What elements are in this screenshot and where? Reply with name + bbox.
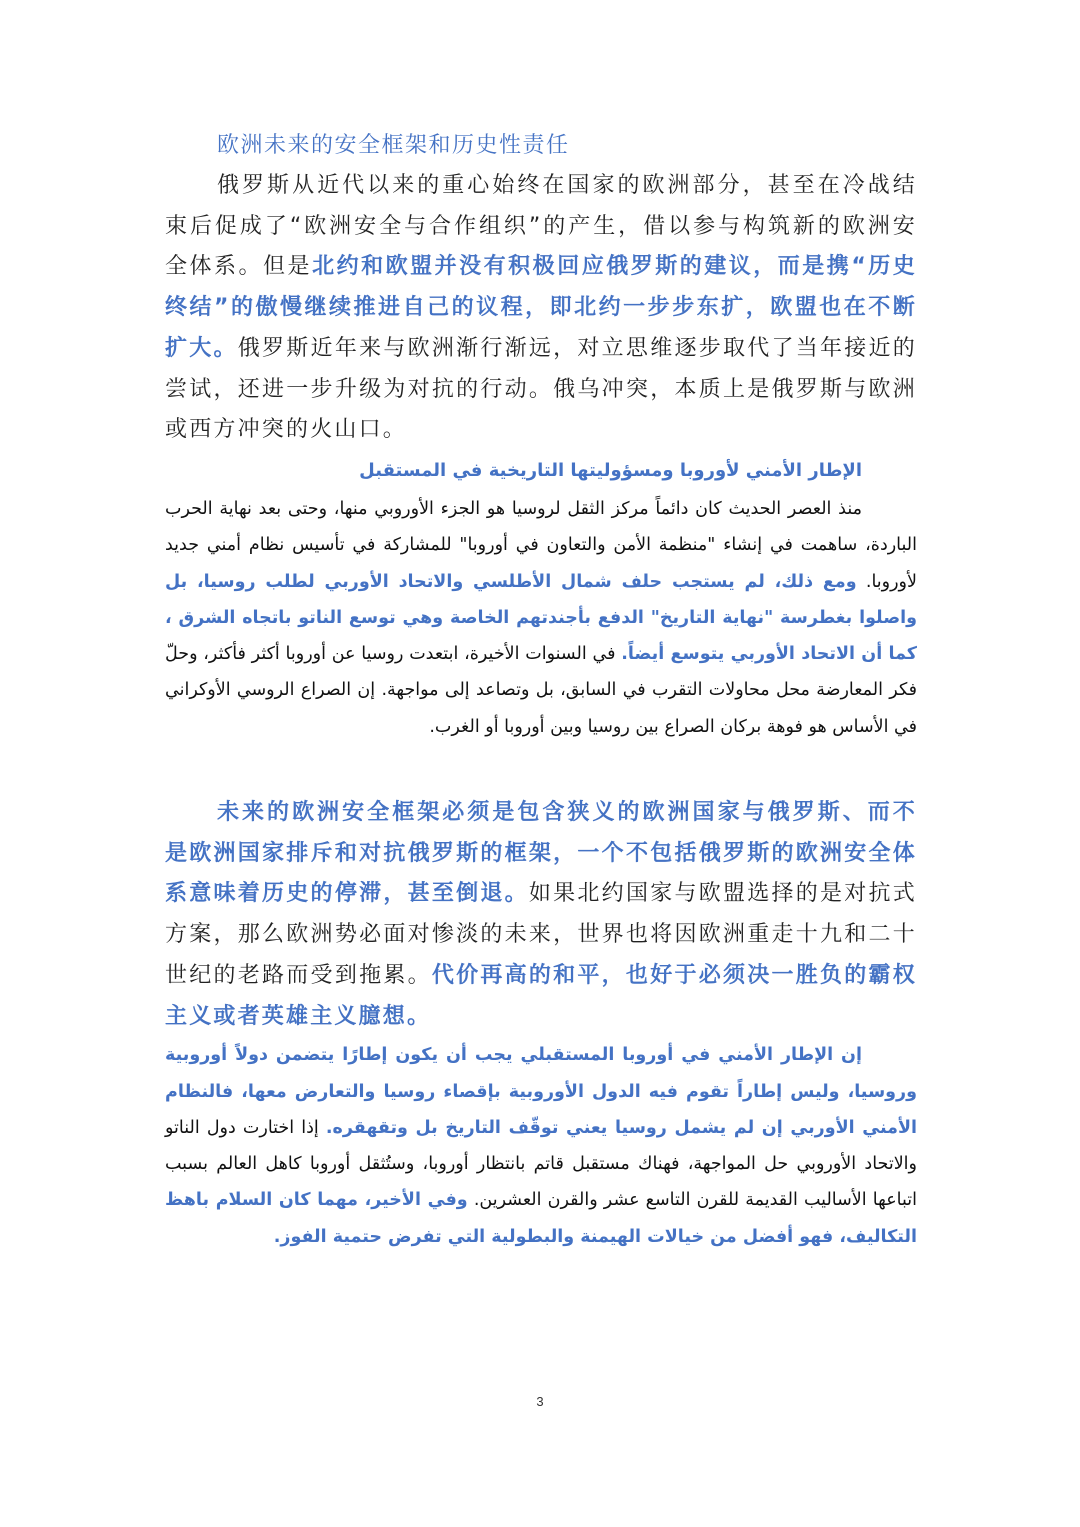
ar-p2-highlight: إن الإطار الأمني في أوروبا المستقبلي يجب أن يكون إطارًا يتضمن دولاً أوروبية وروسيا، وليس إطاراً تقوم فيه الدول الأوروبية بإقصاء روسيا والتعارض معها، فالنظام الأمني الأوربي إن لم يشمل روسيا يعني توقّف التاريخ بل وتقهقره. [165, 1045, 917, 1138]
page-number: 3 [536, 1394, 544, 1409]
zh-p1-highlight: 北约和欧盟并没有积极回应俄罗斯的建议，而是携“历史终结”的傲慢继续推进自己的议程，即北约一步步东扩，欧盟也在不断扩大。 [165, 254, 918, 361]
zh-section-title: 欧洲未来的安全框架和历史性责任 [217, 133, 570, 158]
paragraph-gap [165, 745, 917, 793]
ar-paragraph-2 [165, 1037, 917, 1255]
zh-p2-text-1: 如果北约国家与欧盟选择的是对抗式方案，那么欧洲势必面对惨淡的未来，世界也将因欧洲重走十九和二十世纪的老路而受到拖累。 [165, 881, 917, 988]
ar-paragraph-1 [165, 491, 917, 745]
ar-p2-highlight-2: وفي الأخير، مهما كان السلام باهظ التكاليف، فهو أفضل من خيالات الهيمنة والبطولية التي تفرض حتمية الفوز. [165, 1190, 917, 1247]
ar-p2-text-1: إذا اختارت دول الناتو والاتحاد الأوروبي حل المواجهة، فهناك مستقبل قاتم بانتظار أوروبا، وستُثقل أوروبا كاهل العالم بسبب اتباعها الأساليب القديمة للقرن التاسع عشر والقرن العشرين. [165, 1117, 917, 1211]
zh-p1-text-2: 俄罗斯近年来与欧洲渐行渐远，对立思维逐步取代了当年接近的尝试，还进一步升级为对抗的行动。俄乌冲突，本质上是俄罗斯与欧洲或西方冲突的火山口。 [165, 335, 917, 443]
ar-section-title: الإطار الأمني لأوروبا ومسؤوليتها التاريخية في المستقبل [359, 459, 862, 481]
zh-p2-highlight-2: 代价再高的和平，也好于必须决一胜负的霸权主义或者英雄主义臆想。 [165, 962, 917, 1029]
zh-p1-text-1: 俄罗斯从近代以来的重心始终在国家的欧洲部分，甚至在冷战结束后促成了“欧洲安全与合作组织”的产生，借以参与构筑新的欧洲安全体系。但是 [165, 173, 917, 280]
zh-paragraph-1 [165, 166, 917, 451]
ar-p1-text-2: في السنوات الأخيرة، ابتعدت روسيا عن أوروبا أكثر فأكثر، وحلّ فكر المعارضة محل محاولات التقرب في السابق، بل وتصاعد إلى مواجهة. إن الصراع الروسي الأوكراني في الأساس هو فوهة بركان الصراع بين روسيا وبين أوروبا أو الغرب. [165, 644, 917, 737]
ar-p1-highlight: ومع ذلك، لم يستجب حلف شمال الأطلسي والاتحاد الأوربي لطلب روسيا، بل واصلوا بغطرسة "نهاية التاريخ" الدفع بأجندتهم الخاصة وهي توسع الناتو باتجاه الشرق ، كما أن الاتحاد الأوربي يتوسع أيضاً. [165, 571, 917, 665]
page-content [165, 126, 917, 1255]
zh-p2-highlight: 未来的欧洲安全框架必须是包含狭义的欧洲国家与俄罗斯、而不是欧洲国家排斥和对抗俄罗斯的框架，一个不包括俄罗斯的欧洲安全体系意味着历史的停滞，甚至倒退。 [165, 800, 917, 907]
ar-p1-text-1: منذ العصر الحديث كان دائماً مركز الثقل لروسيا هو الجزء الأوروبي منها، وحتى بعد نهاية الحرب الباردة، ساهمت في إنشاء "منظمة الأمن والتعاون في أوروبا" للمشاركة في تأسيس نظام أمني جديد لأوروبا. [165, 498, 917, 592]
zh-paragraph-2 [165, 793, 917, 1037]
